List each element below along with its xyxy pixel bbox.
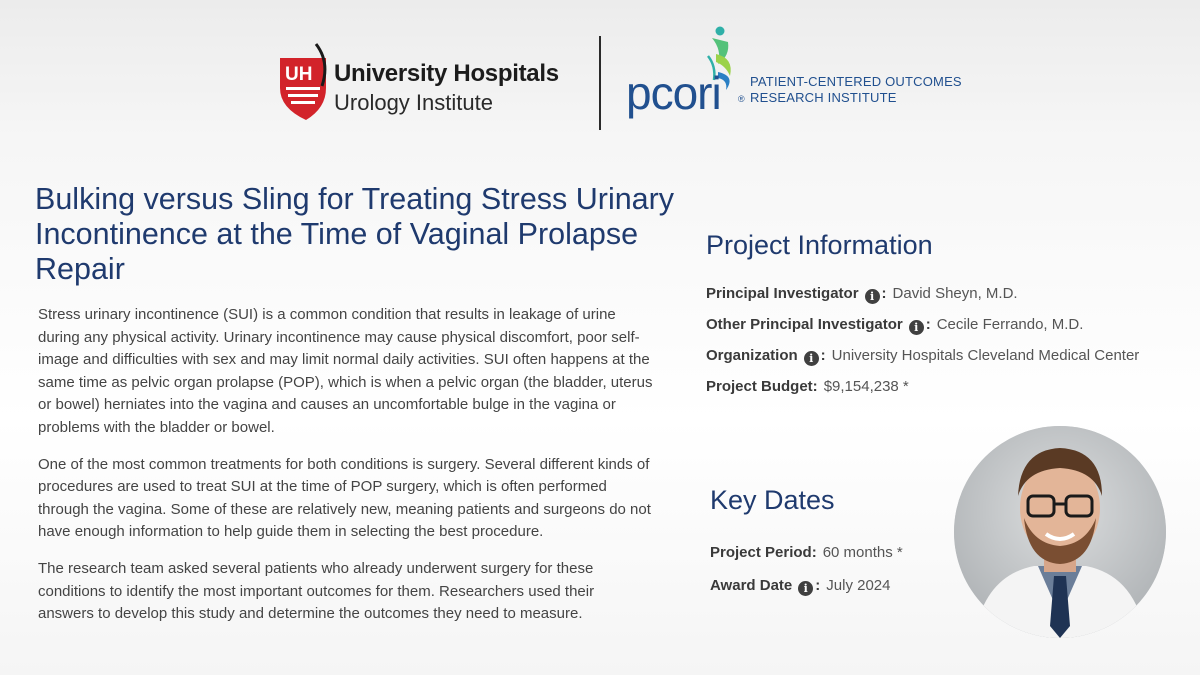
organization-row: Organization i : University Hospitals Cleveland Medical Center xyxy=(706,347,1140,365)
pcori-tagline-2: RESEARCH INSTITUTE xyxy=(750,90,897,105)
project-title: Bulking versus Sling for Treating Stress Urinary Incontinence at the Time of Vaginal Prolapse Repair xyxy=(35,182,675,286)
svg-text:UH: UH xyxy=(285,64,313,85)
award-date-row: Award Date i : July 2024 xyxy=(710,577,891,595)
principal-investigator-label: Principal Investigator xyxy=(706,285,859,302)
project-period-label: Project Period: xyxy=(710,544,817,561)
info-icon[interactable]: i xyxy=(804,351,819,366)
pcori-tagline-1: PATIENT-CENTERED OUTCOMES xyxy=(750,74,962,89)
university-hospitals-logo xyxy=(276,42,576,124)
project-budget-value: $9,154,238 * xyxy=(823,378,909,395)
organization-label: Organization xyxy=(706,347,798,364)
investigator-portrait-icon xyxy=(954,426,1166,638)
project-period-row xyxy=(710,544,903,561)
other-principal-investigator-label: Other Principal Investigator xyxy=(706,316,903,333)
project-information-heading: Project Information xyxy=(706,230,933,260)
pcori-wordmark: pcori xyxy=(626,67,721,119)
uh-name: University Hospitals xyxy=(334,60,559,87)
principal-investigator-row: Principal Investigator i : David Sheyn, M.D. xyxy=(706,285,1018,303)
pcori-logo xyxy=(626,26,962,119)
organization-value: University Hospitals Cleveland Medical Center xyxy=(831,347,1140,364)
award-date-value: July 2024 xyxy=(826,577,891,594)
description-paragraph-2: One of the most common treatments for both conditions is surgery. Several different kinds of procedures are used to treat SUI at the time of POP surgery, which is often performed through the vagina. Some of these are relatively new, meaning patients and surgeons do not have enough information to help guide them in selecting the best procedure. xyxy=(38,455,651,541)
project-description xyxy=(38,304,653,640)
description-paragraph-3: The research team asked several patients who already underwent surgery for these conditions to identify the most important outcomes for them. Researchers used their answers to develop this study and determine the outcomes they need to measure. xyxy=(38,559,595,623)
header-divider xyxy=(599,36,601,130)
info-icon[interactable]: i xyxy=(909,320,924,335)
description-paragraph-1: Stress urinary incontinence (SUI) is a common condition that results in leakage of urine during any physical activity. Urinary incontinence may cause physical discomfort, poor self-image and difficulties with sex and may limit normal daily activities. SUI often happens at the same time as pelvic organ prolapse (POP), which is when a pelvic organ (the bladder, uterus or bowel) herniates into the vagina and causes an uncomfortable bulge in the vagina or problems with the bladder or bowel. xyxy=(38,306,653,436)
other-principal-investigator-value: Cecile Ferrando, M.D. xyxy=(936,316,1084,333)
uh-shield-icon xyxy=(276,42,330,122)
project-period-value: 60 months * xyxy=(822,544,903,561)
investigator-photo xyxy=(954,426,1166,638)
key-dates-heading: Key Dates xyxy=(710,485,835,515)
award-date-label: Award Date xyxy=(710,577,793,594)
uh-subtitle: Urology Institute xyxy=(334,90,493,115)
project-budget-label: Project Budget: xyxy=(706,378,818,395)
project-budget-row xyxy=(706,378,909,395)
principal-investigator-value: David Sheyn, M.D. xyxy=(892,285,1018,302)
info-icon[interactable]: i xyxy=(865,289,880,304)
pcori-registered-mark: ® xyxy=(738,94,745,104)
info-icon[interactable]: i xyxy=(798,581,813,596)
other-principal-investigator-row: Other Principal Investigator i : Cecile Ferrando, M.D. xyxy=(706,316,1084,334)
